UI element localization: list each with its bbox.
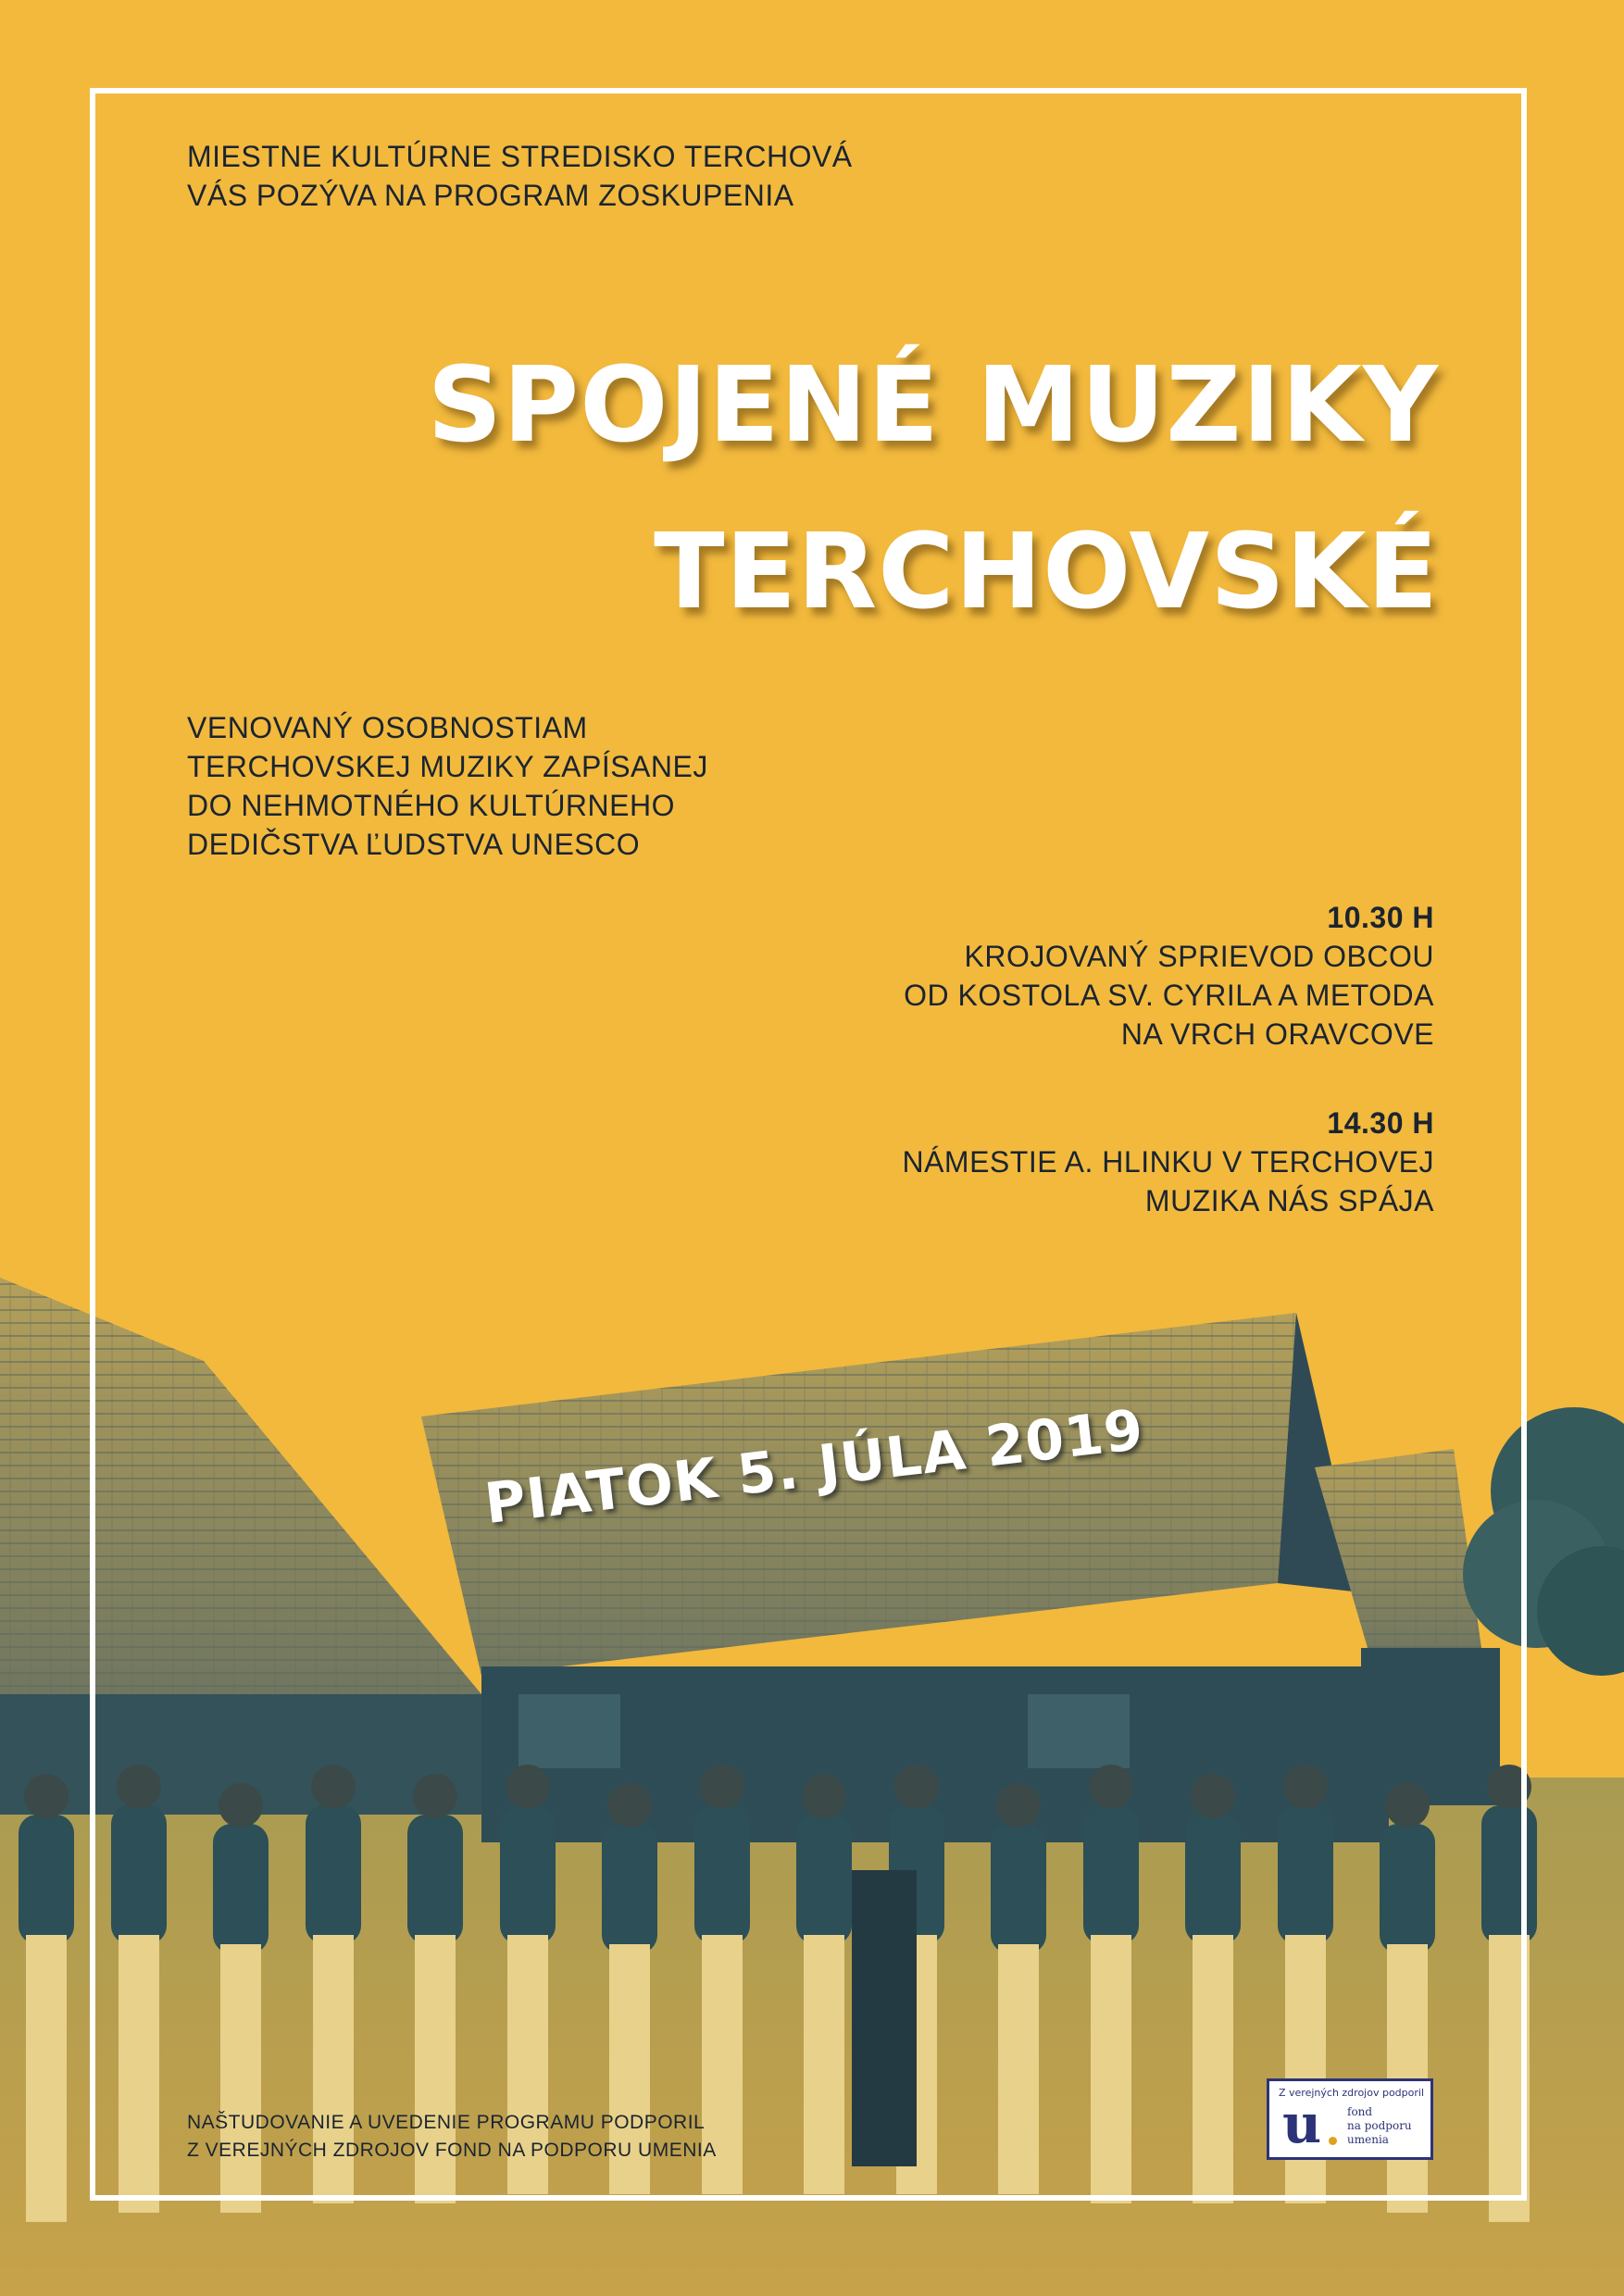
program-line: OD KOSTOLA SV. CYRILA A METODA — [904, 979, 1434, 1012]
program-line: NÁMESTIE A. HLINKU V TERCHOVEJ — [902, 1145, 1434, 1179]
event-title — [427, 322, 1439, 655]
intro-text — [187, 137, 853, 215]
logo-wordmark — [1347, 2105, 1412, 2147]
title-line: TERCHOVSKÉ — [654, 512, 1439, 632]
dedication-line: DO NEHMOTNÉHO KULTÚRNEHO — [187, 789, 675, 822]
title-line: SPOJENÉ MUZIKY — [427, 345, 1439, 466]
logo-caption: Z verejných zdrojov podporil — [1279, 2087, 1425, 2099]
program-item-morning — [904, 898, 1434, 1054]
logo-line: umenia — [1347, 2133, 1389, 2146]
logo-letter: u — [1282, 2092, 1322, 2155]
program-line: MUZIKA NÁS SPÁJA — [1144, 1184, 1434, 1217]
logo-line: na podporu — [1347, 2119, 1412, 2132]
dedication-line: TERCHOVSKEJ MUZIKY ZAPÍSANEJ — [187, 750, 708, 783]
dedication-text — [187, 708, 708, 864]
program-time: 10.30 H — [1327, 901, 1434, 934]
intro-line: MIESTNE KULTÚRNE STREDISKO TERCHOVÁ — [187, 140, 853, 173]
dedication-line: VENOVANÝ OSOBNOSTIAM — [187, 711, 588, 744]
logo-dot-icon — [1329, 2137, 1337, 2145]
funding-line: Z VEREJNÝCH ZDROJOV FOND NA PODPORU UMENIA — [187, 2140, 717, 2161]
funding-line: NAŠTUDOVANIE A UVEDENIE PROGRAMU PODPORIL — [187, 2112, 706, 2133]
logo-line: fond — [1347, 2105, 1373, 2118]
intro-line: VÁS POZÝVA NA PROGRAM ZOSKUPENIA — [187, 179, 794, 212]
program-line: KROJOVANÝ SPRIEVOD OBCOU — [964, 940, 1434, 973]
dedication-line: DEDIČSTVA ĽUDSTVA UNESCO — [187, 828, 641, 861]
program-item-afternoon — [902, 1104, 1434, 1220]
program-line: NA VRCH ORAVCOVE — [1120, 1017, 1434, 1051]
event-date: PIATOK 5. JÚLA 2019 — [481, 1397, 1147, 1537]
funding-note — [187, 2109, 717, 2165]
program-time: 14.30 H — [1327, 1106, 1434, 1140]
fund-logo — [1267, 2078, 1433, 2160]
